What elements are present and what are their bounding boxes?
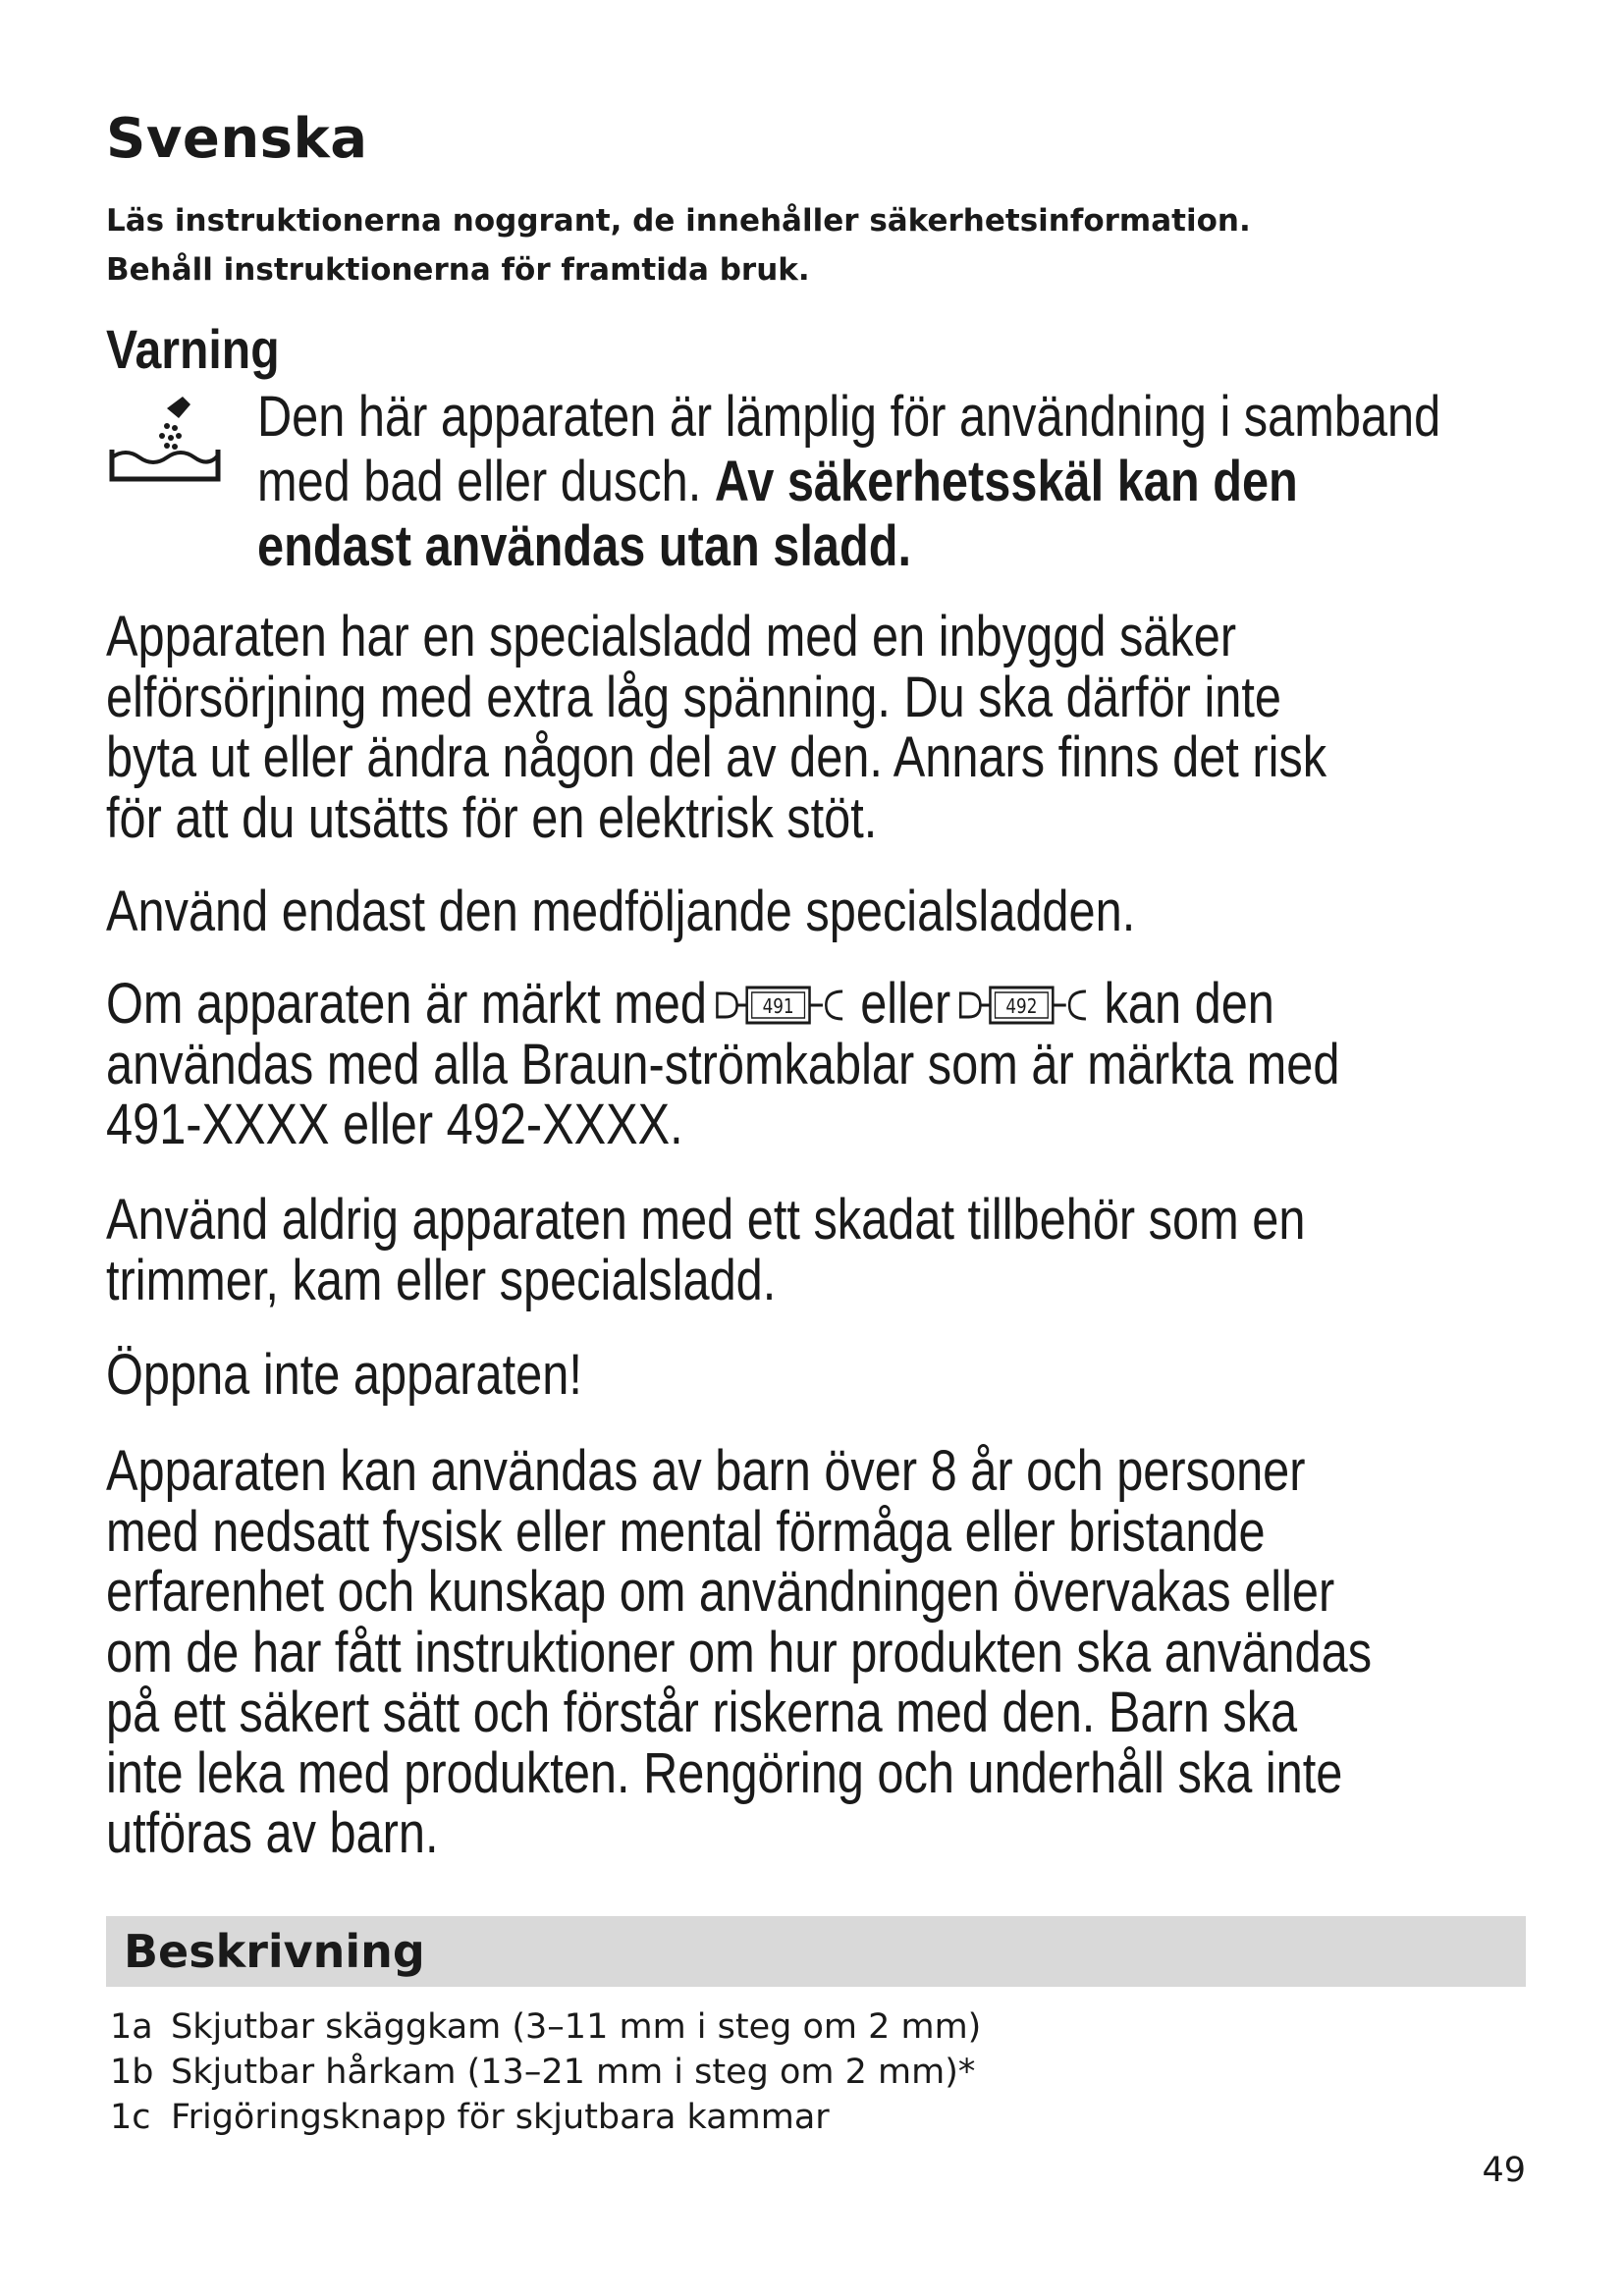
paragraph-line: utföras av barn. bbox=[106, 1801, 439, 1865]
warning-text bbox=[257, 385, 1624, 579]
intro-line: Läs instruktionerna noggrant, de innehåller säkerhetsinformation. bbox=[106, 203, 1251, 239]
description-header-bar bbox=[106, 1916, 1526, 1987]
warning-line bbox=[257, 514, 1440, 579]
connector-label: 492 bbox=[1005, 995, 1038, 1019]
paragraph-line: Apparaten kan användas av barn över 8 år och personer bbox=[106, 1439, 1306, 1503]
paragraph-line: 491-XXXX eller 492-XXXX. bbox=[106, 1093, 683, 1156]
paragraph-segment: Om apparaten är märkt med bbox=[106, 972, 707, 1036]
item-text: Frigöringsknapp för skjutbara kammar bbox=[171, 2098, 830, 2137]
paragraph-line: Öppna inte apparaten! bbox=[106, 1343, 582, 1407]
paragraph-line: användas med alla Braun-strömkablar som är märkta med bbox=[106, 1032, 1340, 1096]
paragraph-line: erfarenhet och kunskap om användningen övervakas eller bbox=[106, 1560, 1335, 1624]
list-item bbox=[110, 2050, 981, 2095]
paragraph-line: trimmer, kam eller specialsladd. bbox=[106, 1248, 777, 1312]
page-title: Svenska bbox=[106, 107, 368, 171]
paragraph-do-not-open bbox=[106, 1345, 673, 1406]
paragraph-line: inte leka med produkten. Rengöring och underhåll ska inte bbox=[106, 1740, 1343, 1805]
paragraph-line: om de har fått instruktioner om hur produkten ska användas bbox=[106, 1620, 1373, 1684]
warning-line-normal: med bad eller dusch. bbox=[257, 450, 715, 513]
paragraph-damaged-accessory bbox=[106, 1190, 1534, 1310]
connector-492-icon bbox=[957, 982, 1098, 1029]
list-item bbox=[110, 2004, 981, 2050]
paragraph-line: Använd aldrig apparaten med ett skadat tillbehör som en bbox=[106, 1188, 1306, 1252]
paragraph-line bbox=[106, 974, 1339, 1035]
intro-line: Behåll instruktionerna för framtida bruk. bbox=[106, 252, 810, 288]
item-number: 1b bbox=[110, 2053, 154, 2092]
warning-line-bold: endast användas utan sladd. bbox=[257, 514, 912, 578]
description-heading: Beskrivning bbox=[124, 1925, 425, 1978]
intro-notice bbox=[106, 196, 1540, 294]
paragraph-connector-marking bbox=[106, 974, 1575, 1155]
paragraph-segment: eller bbox=[860, 972, 951, 1036]
page-number: 49 bbox=[1482, 2151, 1526, 2190]
paragraph-line: Använd endast den medföljande specialsladden. bbox=[106, 880, 1136, 943]
item-text: Skjutbar hårkam (13–21 mm i steg om 2 mm)* bbox=[171, 2053, 976, 2092]
item-number: 1c bbox=[110, 2098, 151, 2137]
paragraph-line: Apparaten har en specialsladd med en inbyggd säker bbox=[106, 605, 1237, 668]
warning-line-bold: Av säkerhetsskäl kan den bbox=[714, 450, 1298, 513]
paragraph-use-only-cord bbox=[106, 881, 1331, 942]
bath-shower-icon bbox=[106, 389, 224, 487]
paragraph-segment: kan den bbox=[1104, 972, 1274, 1036]
paragraph-special-cord bbox=[106, 607, 1559, 848]
warning-line: Den här apparaten är lämplig för användning i samband bbox=[257, 385, 1441, 449]
paragraph-line: elförsörjning med extra låg spänning. Du ska därför inte bbox=[106, 665, 1281, 729]
paragraph-line: för att du utsätts för en elektrisk stöt. bbox=[106, 785, 878, 850]
item-text: Skjutbar skäggkam (3–11 mm i steg om 2 mm) bbox=[171, 2007, 982, 2047]
paragraph-line: på ett säkert sätt och förstår riskerna med den. Barn ska bbox=[106, 1681, 1298, 1744]
connector-491-icon bbox=[714, 982, 854, 1029]
item-number: 1a bbox=[110, 2007, 153, 2047]
list-item bbox=[110, 2095, 981, 2140]
paragraph-children bbox=[106, 1441, 1613, 1864]
description-list bbox=[110, 2004, 981, 2140]
connector-label: 491 bbox=[762, 995, 794, 1019]
warning-heading: Varning bbox=[106, 318, 280, 380]
paragraph-line: byta ut eller ändra någon del av den. Annars finns det risk bbox=[106, 725, 1327, 789]
paragraph-line: med nedsatt fysisk eller mental förmåga eller bristande bbox=[106, 1499, 1266, 1564]
warning-line bbox=[257, 450, 1440, 514]
